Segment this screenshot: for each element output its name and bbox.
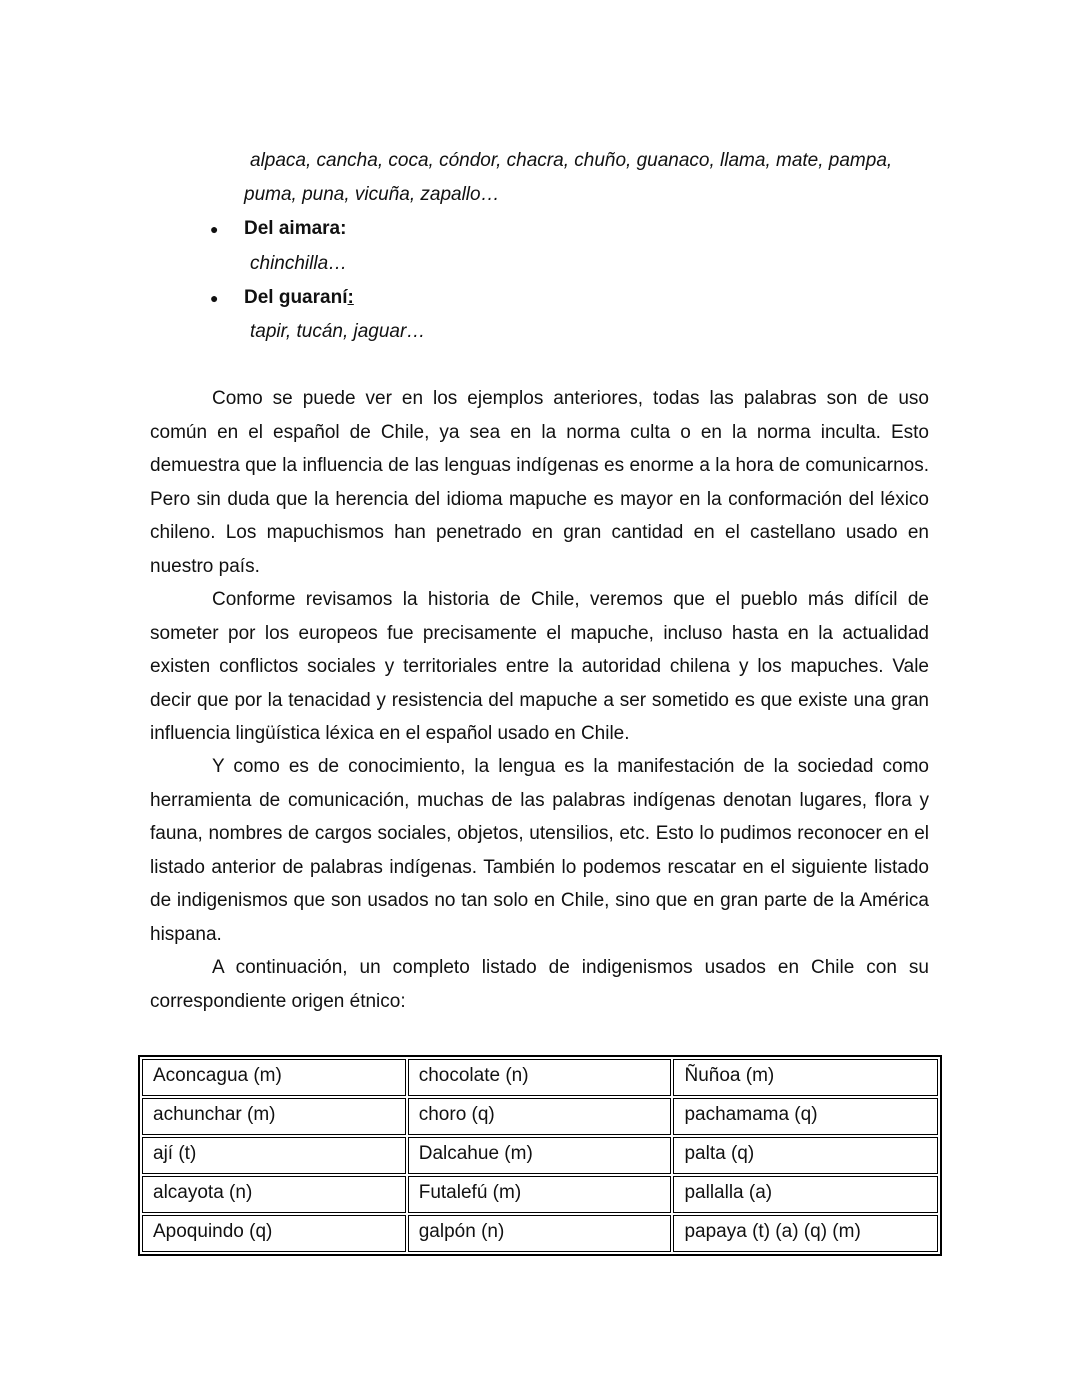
paragraph-2: Conforme revisamos la historia de Chile, veremos que el pueblo más difícil de someter por los europeos fue precisamente el mapuche, incluso hasta en la actualidad existen conflictos sociales y territoriales entre la autoridad chilena y los mapuches. Vale decir que por la tenacidad y resistencia del mapuche a ser sometido es que existe una gran influencia lingüística léxica en el español usado en Chile. [150,589,929,744]
guarani-items: tapir, tucán, jaguar… [250,321,426,342]
bullet-icon: ● [210,221,219,237]
table-cell: alcayota (n) [142,1176,406,1213]
table-cell: papaya (t) (a) (q) (m) [673,1215,938,1252]
table-row [142,1137,938,1174]
table-cell: choro (q) [408,1098,672,1135]
bullet-icon: ● [210,290,219,306]
table-cell: galpón (n) [408,1215,672,1252]
table-cell: Aconcagua (m) [142,1059,406,1096]
table-cell: palta (q) [673,1137,938,1174]
table-cell: Ñuñoa (m) [673,1059,938,1096]
table-row [142,1176,938,1213]
paragraph-1: Como se puede ver en los ejemplos anteriores, todas las palabras son de uso común en el español de Chile, ya sea en la norma culta o en la norma inculta. Esto demuestra que la influencia de las lenguas indígenas es enorme a la hora de comunicarnos. Pero sin duda que la herencia del idioma mapuche es mayor en la conformación del léxico chileno. Los mapuchismos han penetrado en gran cantidad en el castellano usado en nuestro país. [150,388,929,577]
paragraph-3: Y como es de conocimiento, la lengua es la manifestación de la sociedad como herramienta de comunicación, muchas de las palabras indígenas denotan lugares, flora y fauna, nombres de cargos sociales, objetos, utensilios, etc. Esto lo pudimos reconocer en el listado anterior de palabras indígenas. También lo podemos rescatar en el siguiente listado de indigenismos que son usados no tan solo en Chile, sino que en gran parte de la América hispana. [150,756,929,945]
table-cell: Apoquindo (q) [142,1215,406,1252]
table-row [142,1098,938,1135]
indigenismos-table [138,1055,942,1256]
quechua-items-line-2: puma, puna, vicuña, zapallo… [244,184,500,205]
table-cell: Dalcahue (m) [408,1137,672,1174]
table-cell: achunchar (m) [142,1098,406,1135]
guarani-heading: Del guaraní: [244,287,354,308]
table-cell: pachamama (q) [673,1098,938,1135]
paragraph-4: A continuación, un completo listado de indigenismos usados en Chile con su correspondiente origen étnico: [150,957,929,1012]
aimara-items: chinchilla… [250,253,348,274]
table-row [142,1215,938,1252]
table-row [142,1059,938,1096]
quechua-items-line-1: alpaca, cancha, coca, cóndor, chacra, chuño, guanaco, llama, mate, pampa, [250,150,893,171]
aimara-heading: Del aimara: [244,218,347,239]
table-cell: chocolate (n) [408,1059,672,1096]
table-cell: ají (t) [142,1137,406,1174]
table-cell: pallalla (a) [673,1176,938,1213]
table-cell: Futalefú (m) [408,1176,672,1213]
